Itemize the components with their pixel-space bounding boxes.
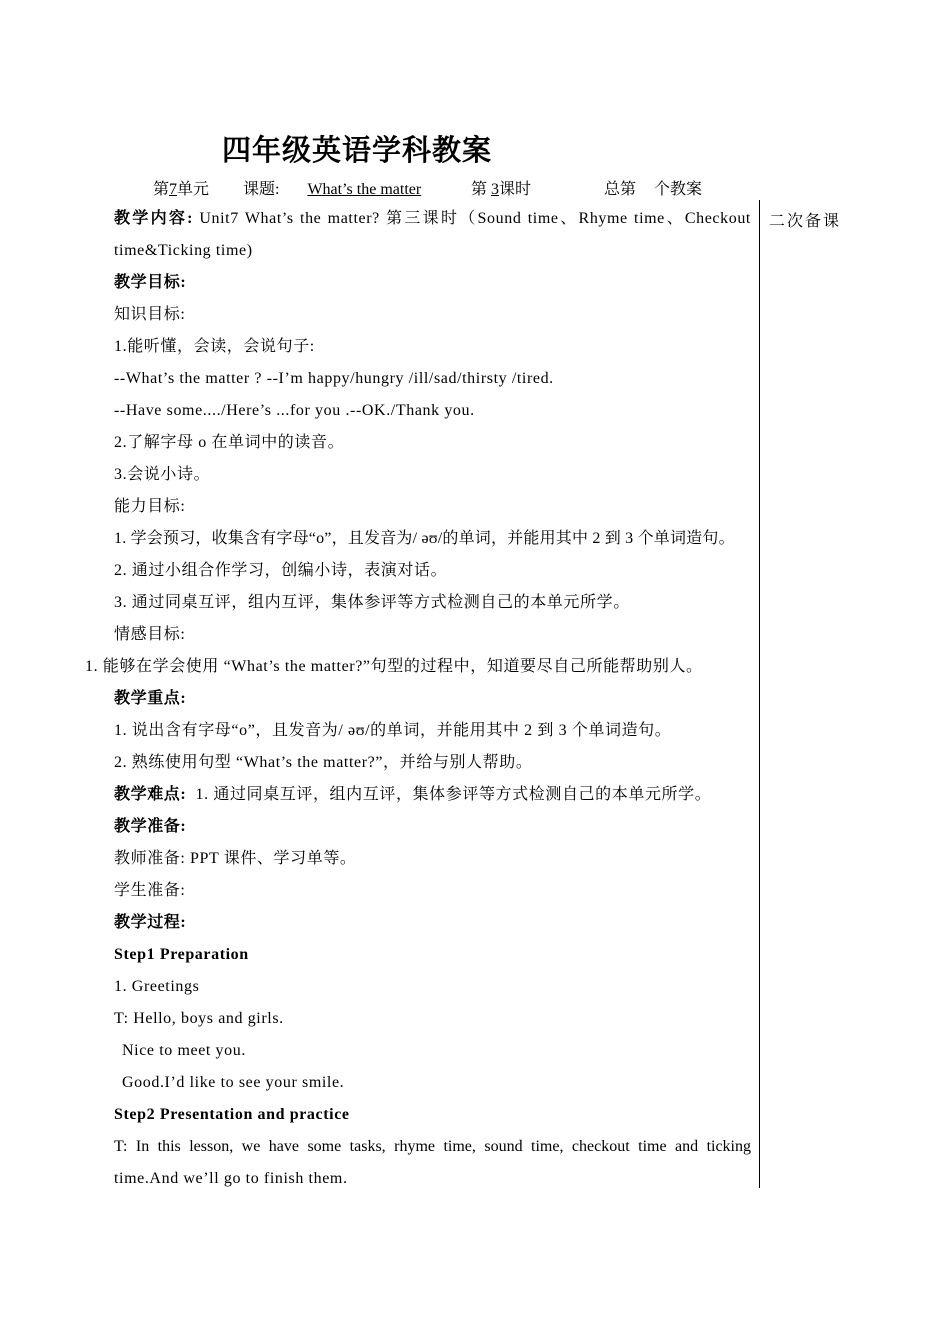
body-line: 学生准备: <box>114 882 186 899</box>
body-line: --Have some..../Here’s ...for you .--OK./Thank you. <box>114 402 475 419</box>
total-blank <box>636 181 654 199</box>
body-line: --What’s the matter ? --I’m happy/hungry /ill/sad/thirsty /tired. <box>114 370 554 387</box>
body-line: Good.I’d like to see your smile. <box>122 1074 345 1091</box>
subheading: 能力目标: <box>114 498 186 515</box>
teaching-content-line <box>114 203 751 235</box>
subheading: 知识目标: <box>114 306 186 323</box>
body-line: Nice to meet you. <box>122 1042 246 1059</box>
unit-prefix: 第 <box>153 181 170 198</box>
total-field <box>604 176 702 199</box>
body-line: T: In this lesson, we have some tasks, rhyme time, sound time, checkout time and ticking <box>114 1138 751 1155</box>
unit-number: 7 <box>169 181 178 198</box>
teaching-content-label: 教学内容: <box>114 210 194 227</box>
lesson-prefix: 第 <box>471 181 488 198</box>
section-heading: 教学过程: <box>114 914 187 931</box>
step-heading: Step2 Presentation and practice <box>114 1106 350 1123</box>
section-heading: 教学目标: <box>114 274 187 291</box>
column-divider <box>759 200 760 1188</box>
unit-suffix: 单元 <box>177 181 210 198</box>
total-suffix: 个教案 <box>654 181 703 198</box>
difficulty-line <box>114 779 751 811</box>
difficulty-text: 1. 通过同桌互评，组内互评，集体参评等方式检测自己的本单元所学。 <box>195 786 712 803</box>
total-prefix: 总第 <box>604 181 637 198</box>
step-heading: Step1 Preparation <box>114 946 249 963</box>
unit-field <box>153 176 209 199</box>
body-line: 2.了解字母 o 在单词中的读音。 <box>114 434 345 451</box>
body-line: 1.能听懂，会读，会说句子: <box>114 338 315 355</box>
section-heading: 教学重点: <box>114 690 187 707</box>
body-line: 3.会说小诗。 <box>114 466 211 483</box>
topic-label: 课题: <box>243 181 280 198</box>
body-line: 教师准备: PPT 课件、学习单等。 <box>114 850 357 867</box>
body-line: time&Ticking time) <box>114 242 253 259</box>
lesson-plan-body <box>85 203 751 1195</box>
section-heading: 教学准备: <box>114 818 187 835</box>
lesson-field <box>471 176 531 199</box>
page-title: 四年级英语学科教案 <box>222 133 493 167</box>
teaching-content-text: Unit7 What’s the matter? 第三课时（Sound time、Rhyme time、Checkout <box>199 210 751 227</box>
body-line: 1. Greetings <box>114 978 200 995</box>
subheading: 情感目标: <box>114 626 186 643</box>
lesson-suffix: 课时 <box>499 181 532 198</box>
body-line: T: Hello, boys and girls. <box>114 1010 284 1027</box>
topic-value: What’s the matter <box>307 181 422 198</box>
body-line: 2. 通过小组合作学习，创编小诗，表演对话。 <box>114 562 448 579</box>
difficulty-label: 教学难点: <box>114 786 187 803</box>
body-line: 2. 熟练使用句型 “What’s the matter?”，并给与别人帮助。 <box>114 754 533 771</box>
body-line: time.And we’ll go to finish them. <box>114 1170 348 1187</box>
secondary-prep-label: 二次备课 <box>769 213 842 230</box>
topic-field <box>243 176 445 199</box>
body-line: 1. 能够在学会使用 “What’s the matter?”句型的过程中，知道要尽自己所能帮助别人。 <box>85 658 703 675</box>
body-line: 1. 学会预习，收集含有字母“o”，且发音为/ əʊ/的单词，并能用其中 2 到 3 个单词造句。 <box>114 530 735 547</box>
body-line: 1. 说出含有字母“o”，且发音为/ əʊ/的单词，并能用其中 2 到 3 个单词造句。 <box>114 722 672 739</box>
lesson-number: 3 <box>491 181 500 198</box>
body-line: 3. 通过同桌互评，组内互评，集体参评等方式检测自己的本单元所学。 <box>114 594 630 611</box>
